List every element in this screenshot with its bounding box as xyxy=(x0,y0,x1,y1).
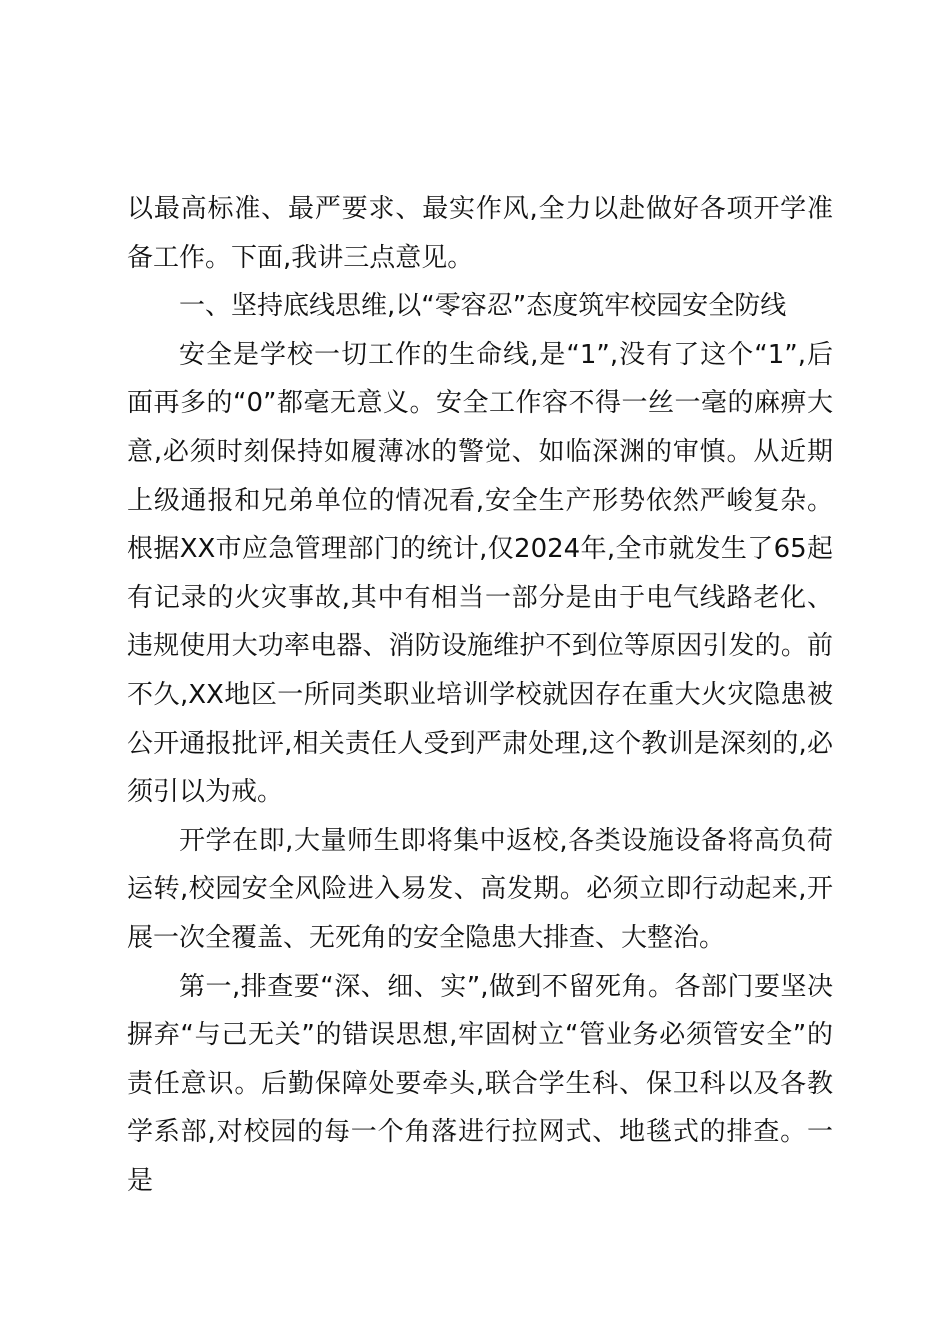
paragraph-body: 安全是学校一切工作的生命线,是“1”,没有了这个“1”,后面再多的“0”都毫无意义。安全工作容不得一丝一毫的麻痹大意,必须时刻保持如履薄冰的警觉、如临深渊的审慎。从近期上级通报和兄弟单位的情况看,安全生产形势依然严峻复杂。根据XX市应急管理部门的统计,仅2024年,全市就发生了65起有记录的火灾事故,其中有相当一部分是由于电气线路老化、违规使用大功率电器、消防设施维护不到位等原因引发的。前不久,XX地区一所同类职业培训学校就因存在重大火灾隐患被公开通报批评,相关责任人受到严肃处理,这个教训是深刻的,必须引以为戒。 xyxy=(127,339,833,808)
paragraph-body: 第一,排查要“深、细、实”,做到不留死角。各部门要坚决摒弃“与己无关”的错误思想,牢固树立“管业务必须管安全”的责任意识。后勤保障处要牵头,联合学生科、保卫科以及各教学系部,对校园的每一个角落进行拉网式、地毯式的排查。一是 xyxy=(127,971,833,1196)
paragraph-body: 开学在即,大量师生即将集中返校,各类设施设备将高负荷运转,校园安全风险进入易发、高发期。必须立即行动起来,开展一次全覆盖、无死角的安全隐患大排查、大整治。 xyxy=(127,825,833,953)
section-heading: 一、坚持底线思维,以“零容忍”态度筑牢校园安全防线 xyxy=(179,291,787,322)
paragraph-continuation: 以最高标准、最严要求、最实作风,全力以赴做好各项开学准备工作。下面,我讲三点意见。 xyxy=(127,194,833,273)
document-page xyxy=(127,185,833,1205)
